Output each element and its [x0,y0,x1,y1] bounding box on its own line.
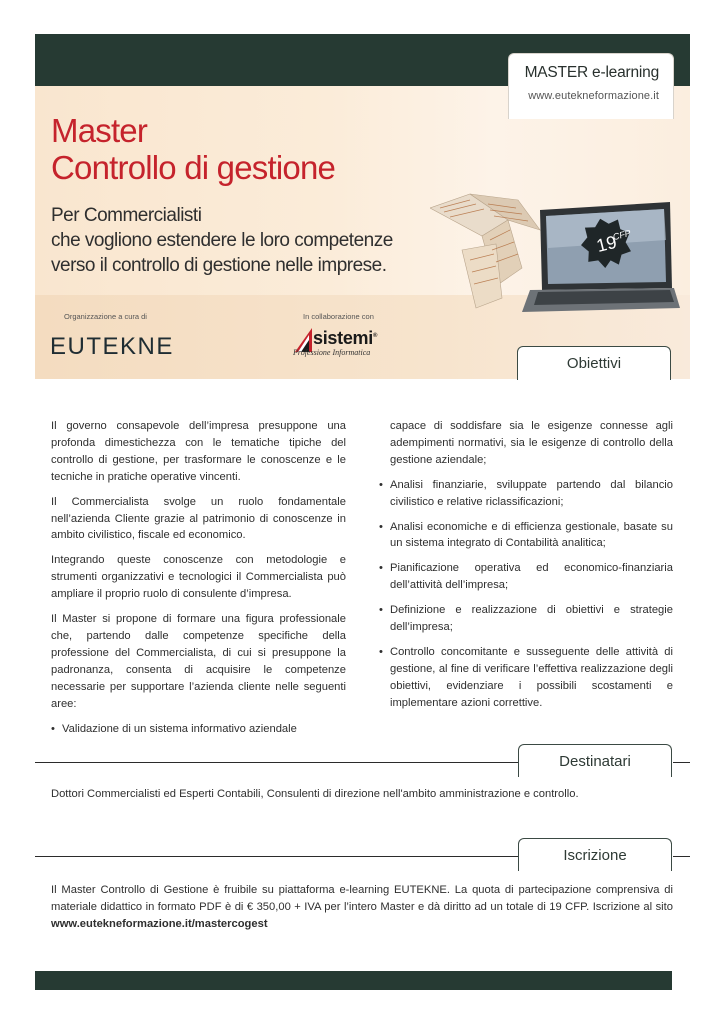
registration-body: Il Master Controllo di Gestione è fruibile su piattaforma e-learning EUTEKNE. La quota di partecipazione comprensiva di materiale didattico in formato PDF è di € 350,00 + IVA per l’intero Master e dà diritto ad un totale di 19 CFP. Iscrizione al sito [51,884,673,913]
collaboration-label: In collaborazione con [303,312,374,321]
iscrizione-divider-left [35,856,519,857]
registration-link[interactable]: www.eutekneformazione.it/mastercogest [51,917,268,930]
objectives-bullet-1-start: • Validazione di un sistema informativo aziendale [51,721,346,738]
registration-text [51,882,673,933]
subtitle [51,203,393,278]
tab-destinatari: Destinatari [518,744,672,777]
subtitle-line-3: verso il controllo di gestione nelle imprese. [51,255,387,276]
cfp-badge-number: 19 [594,231,619,257]
subtitle-line-1: Per Commercialisti [51,205,202,226]
iscrizione-divider-right [673,856,690,857]
objectives-paragraph-4: Il Master si propone di formare una figura professionale che, partendo dalle competenze specifiche della professione del Commercialista, di cui si presuppone la padronanza, consenta di acquisire le competenze necessarie per supportare l’azienda cliente nelle seguenti aree: [51,613,346,710]
objectives-bullet-3: • Analisi economiche e di efficienza gestionale, basate su un sistema integrato di Contabilità analitica; [379,519,673,553]
website-label[interactable]: www.eutekneformazione.it [528,90,659,102]
master-elearning-label: MASTER e-learning [524,64,659,81]
objectives-bullet-6: • Controllo concomitante e susseguente delle attività di gestione, al fine di verificare l’effettiva realizzazione degli obiettivi, evidenziare i possibili scostamenti e implementare azioni correttive. [379,644,673,712]
footer-bar [35,971,672,990]
objectives-bullet-2: • Analisi finanziarie, sviluppate partendo dal bilancio civilistico e relative riclassificazioni; [379,477,673,511]
master-elearning-tab [508,53,674,119]
eutekne-logo: EUTEKNE [50,333,174,360]
title-line-2: Controllo di gestione [51,149,336,186]
objectives-paragraph-2: Il Commercialista svolge un ruolo fondamentale nell’azienda Cliente grazie al patrimonio di conoscenze in ambito civilistico, fiscale ed economico. [51,495,346,542]
cfp-badge-unit: CFP [611,227,632,243]
destinatari-divider-left [35,762,519,763]
laptop-illustration [430,190,680,320]
title-line-1: Master [51,112,148,149]
sistemi-name: sistemi® [313,328,378,348]
sistemi-tagline: Professione Informatica [293,348,371,357]
tab-obiettivi: Obiettivi [517,346,671,380]
objectives-right-column [379,418,673,720]
page-title [51,112,335,186]
destinatari-divider-right [673,762,690,763]
tab-iscrizione: Iscrizione [518,838,672,871]
objectives-bullet-5: • Definizione e realizzazione di obiettivi e strategie dell’impresa; [379,602,673,636]
objectives-paragraph-3: Integrando queste conoscenze con metodologie e strumenti organizzativi e tecnologici il Commercialista può ampliare il proprio ruolo di consulente d’impresa. [51,554,346,601]
sistemi-logo [293,328,393,360]
objectives-bullet-1-continued: capace di soddisfare sia le esigenze connesse agli adempimenti normativi, sia le esigenze di controllo della gestione aziendale; [390,420,673,466]
paper-sheets-icon [430,194,540,308]
recipients-text: Dottori Commercialisti ed Esperti Contabili, Consulenti di direzione nell'ambito amministrazione e controllo. [51,788,579,800]
subtitle-line-2: che vogliono estendere le loro competenze [51,230,393,251]
objectives-paragraph-1: Il governo consapevole dell’impresa presuppone una profonda dimestichezza con le tematiche tipiche del controllo di gestione, per trasformare le conoscenze e le tecniche in pratiche operative vincenti. [51,420,346,483]
objectives-left-column [51,418,346,745]
objectives-bullet-4: • Pianificazione operativa ed economico-finanziaria dell’attività dell’impresa; [379,560,673,594]
organized-by-label: Organizzazione a cura di [64,312,147,321]
